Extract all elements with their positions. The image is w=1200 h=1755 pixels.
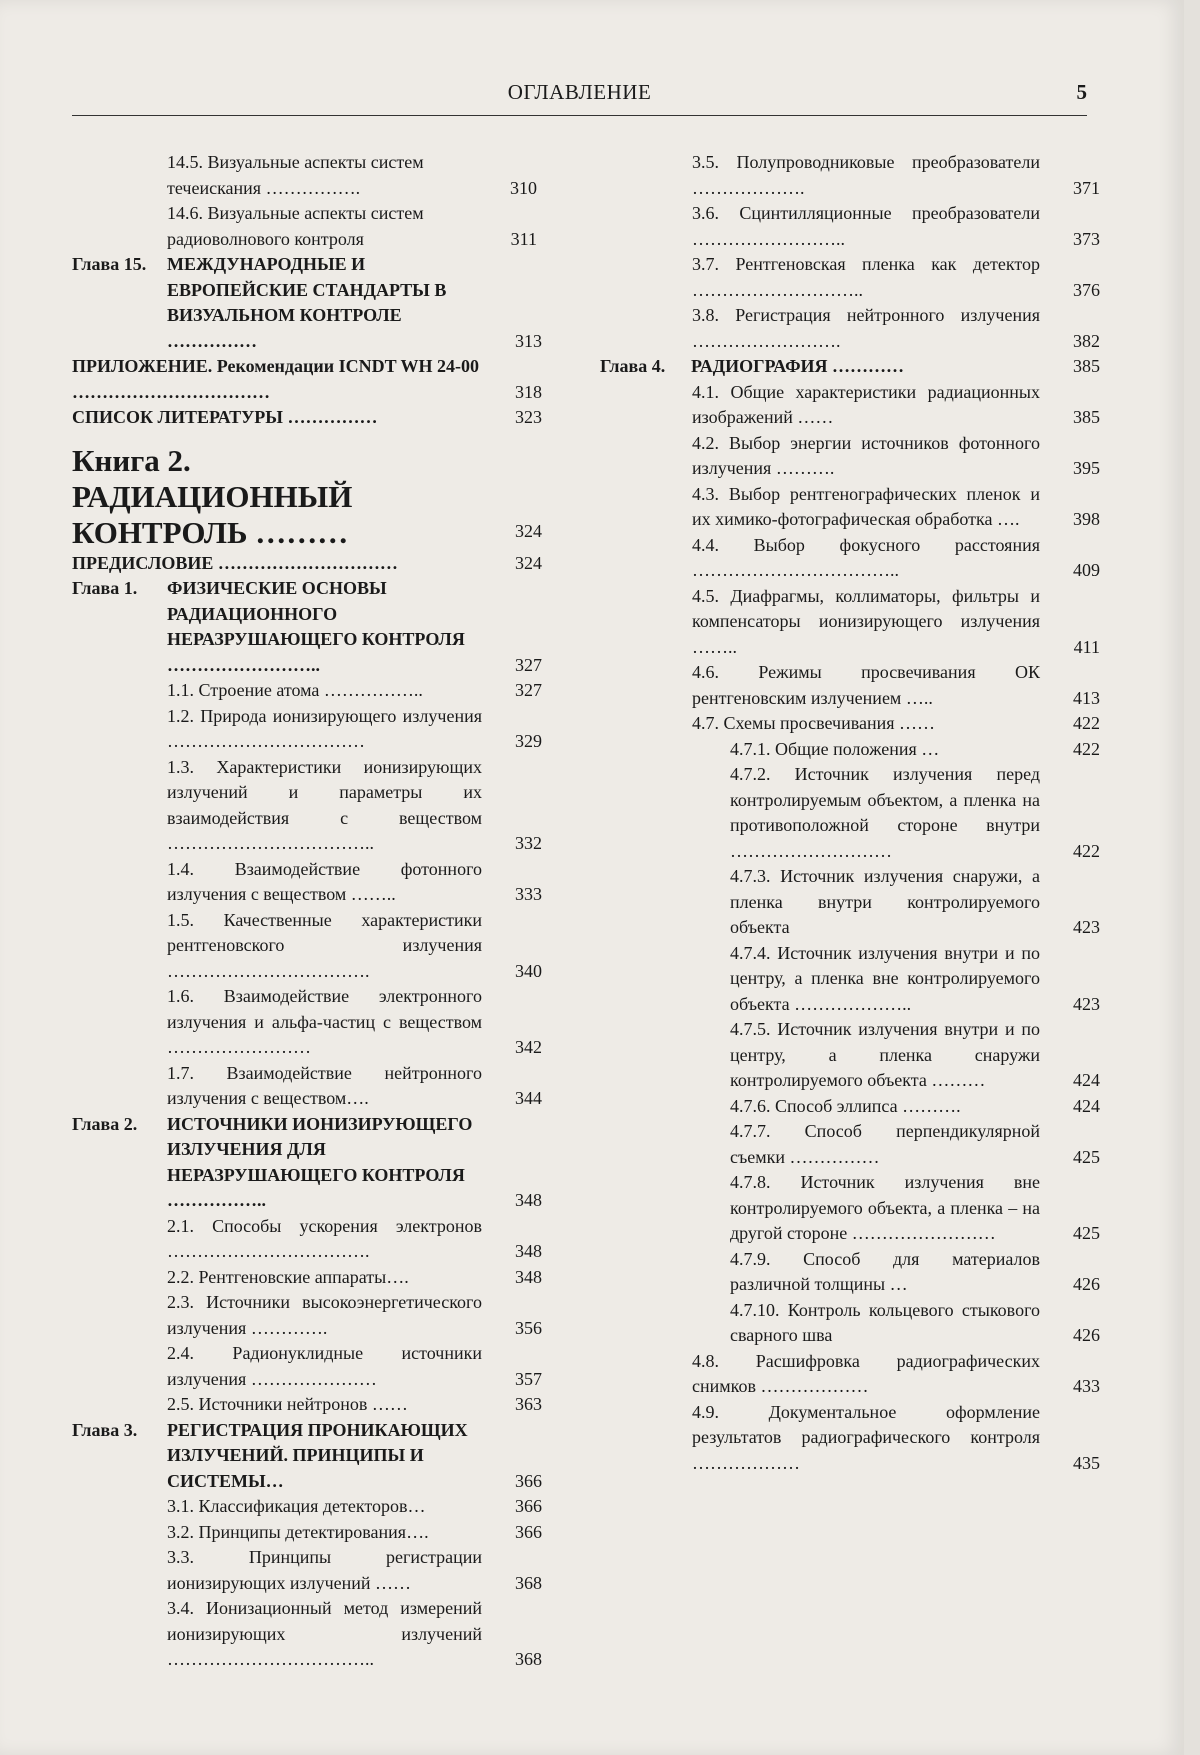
toc-entry-page: 344 [515, 1088, 542, 1108]
toc-entry-page: 398 [1073, 509, 1100, 529]
toc-entry-page: 423 [1073, 917, 1100, 937]
toc-entry [692, 660, 1100, 711]
toc-entry-page: 409 [1073, 560, 1100, 580]
toc-chapter-entry [72, 576, 542, 678]
chapter-label: Глава 1. [72, 578, 138, 598]
toc-entry-page: 332 [515, 833, 542, 853]
chapter-title: РЕГИСТРАЦИЯ ПРОНИКАЮЩИХ ИЗЛУЧЕНИЙ. ПРИНЦИПЫ И СИСТЕМЫ… [167, 1419, 468, 1491]
toc-entry-page: 395 [1073, 458, 1100, 478]
toc-entry-text: 4.7.4. Источник излучения внутри и по центру, а пленка вне контролируемого объекта ……………….. [730, 942, 1040, 1014]
book-heading [72, 443, 542, 551]
toc-entry-page: 348 [515, 1266, 542, 1287]
toc-entry [167, 857, 542, 908]
toc-entry-text: 4.7.9. Способ для материалов различной толщины … [730, 1248, 1040, 1294]
toc-entry-text: 3.4. Ионизационный метод измерений ионизирующих излучений …………………………….. [167, 1598, 482, 1669]
toc-entry-page: 327 [515, 654, 542, 675]
chapter-label: Глава 4. [600, 356, 666, 376]
toc-entry-text: 3.1. Классификация детекторов… [167, 1496, 426, 1516]
toc-entry-page: 323 [515, 407, 542, 427]
toc-entry [730, 1298, 1100, 1349]
toc-entry [730, 737, 1100, 763]
toc-entry [730, 1247, 1100, 1298]
toc-entry-text: 4.7. Схемы просвечивания …… [692, 713, 936, 733]
book-title: Книга 2. РАДИАЦИОННЫЙ КОНТРОЛЬ ……… [72, 442, 353, 550]
toc-entry [692, 482, 1100, 533]
toc-entry-page: 425 [1073, 1146, 1100, 1167]
chapter-label: Глава 3. [72, 1419, 138, 1440]
toc-entry [167, 1545, 542, 1596]
chapter-title: ФИЗИЧЕСКИЕ ОСНОВЫ РАДИАЦИОННОГО НЕРАЗРУШАЮЩЕГО КОНТРОЛЯ …………………….. [167, 578, 465, 675]
toc-entry-page: 424 [1073, 1070, 1100, 1090]
toc-entry-page: 433 [1073, 1376, 1100, 1396]
toc-entry-page: 424 [1073, 1095, 1100, 1116]
toc-entry-text: 3.3. Принципы регистрации ионизирующих излучений …… [167, 1547, 482, 1593]
header-title: ОГЛАВЛЕНИЕ [507, 80, 652, 104]
toc-entry-page: 385 [1073, 407, 1100, 427]
toc-entry-text: 4.7.5. Источник излучения внутри и по центру, а пленка снаружи контролируемого объекта ……… [730, 1019, 1040, 1090]
toc-entry [72, 354, 542, 405]
toc-entry [167, 1392, 542, 1418]
toc-entry-text: 14.5. Визуальные аспекты систем течеискания ……………. [167, 152, 424, 198]
toc-entry [167, 1596, 542, 1673]
toc-entry-page: 342 [515, 1037, 542, 1057]
toc-entry-page: 366 [515, 1470, 542, 1491]
toc-entry [730, 1017, 1100, 1094]
toc-entry-text: 4.7.10. Контроль кольцевого стыкового сварного шва [730, 1299, 1040, 1345]
toc-entry-page: 311 [510, 228, 537, 249]
toc-entry-text: 3.5. Полупроводниковые преобразователи ………………. [692, 152, 1040, 198]
toc-entry-text: 2.4. Радионуклидные источники излучения ………………… [167, 1343, 482, 1389]
toc-chapter-entry [600, 354, 1100, 380]
toc-entry-page: 426 [1073, 1274, 1100, 1294]
toc-entry-text: 4.7.1. Общие положения … [730, 738, 940, 759]
toc-entry-page: 435 [1073, 1452, 1100, 1473]
toc-entry-text: 1.6. Взаимодействие электронного излучения и альфа-частиц с веществом …………………… [167, 986, 482, 1057]
toc-entry [730, 1170, 1100, 1247]
toc-entry-text: ПРЕДИСЛОВИЕ ………………………… [72, 552, 398, 573]
toc-entry-text: 4.3. Выбор рентгенографических пленок и их химико-фотографическая обработка …. [692, 483, 1040, 529]
toc-entry-text: СПИСОК ЛИТЕРАТУРЫ …………… [72, 407, 378, 427]
toc-entry-text: 1.7. Взаимодействие нейтронного излучения с веществом…. [167, 1062, 482, 1108]
toc-entry-page: 324 [515, 552, 542, 573]
toc-entry-page: 422 [1073, 713, 1100, 733]
toc-entry [692, 201, 1100, 252]
toc-entry-text: 14.6. Визуальные аспекты систем радиоволнового контроля [167, 203, 424, 249]
toc-entry-text: 1.2. Природа ионизирующего излучения …………………………… [167, 705, 482, 751]
toc-entry-page: 413 [1073, 687, 1100, 708]
toc-entry-text: 4.7.2. Источник излучения перед контролируемым объектом, а пленка на противоположной стороне внутри ……………………… [730, 764, 1040, 861]
toc-entry [72, 405, 542, 431]
toc-entry-page: 422 [1073, 738, 1100, 759]
toc-entry [730, 762, 1100, 864]
toc-entry [167, 678, 542, 704]
toc-entry-page: 376 [1073, 279, 1100, 300]
toc-entry-page: 426 [1073, 1325, 1100, 1345]
page-number: 5 [1076, 80, 1087, 104]
toc-entry [730, 1094, 1100, 1120]
toc-entry [692, 533, 1100, 584]
toc-entry-text: 3.8. Регистрация нейтронного излучения ……………………. [692, 305, 1040, 351]
toc-entry [692, 252, 1100, 303]
toc-entry-page: 329 [515, 731, 542, 751]
toc-entry-page: 313 [515, 330, 542, 351]
toc-entry-page: 373 [1073, 228, 1100, 249]
toc-entry [167, 150, 537, 201]
toc-entry-text: 4.7.3. Источник излучения снаружи, а пленка внутри контролируемого объекта [730, 866, 1040, 937]
toc-entry [692, 1349, 1100, 1400]
toc-entry [692, 303, 1100, 354]
toc-entry [730, 1119, 1100, 1170]
toc-entry [730, 941, 1100, 1018]
toc-entry-page: 382 [1073, 330, 1100, 351]
toc-entry-page: 425 [1073, 1223, 1100, 1243]
toc-entry-page: 366 [515, 1496, 542, 1516]
toc-entry-text: ПРИЛОЖЕНИЕ. Рекомендации ICNDT WH 24-00 …………………………… [72, 356, 480, 402]
toc-entry-page: 310 [510, 177, 537, 198]
toc-entry-text: 2.1. Способы ускорения электронов ……………………………. [167, 1215, 482, 1261]
toc-entry-page: 327 [515, 680, 542, 700]
toc-entry-text: 3.7. Рентгеновская пленка как детектор ……………………….. [692, 254, 1040, 300]
toc-entry-page: 348 [515, 1241, 542, 1261]
toc-entry-text: 1.1. Строение атома …………….. [167, 680, 423, 700]
toc-entry [692, 1400, 1100, 1477]
chapter-title: РАДИОГРАФИЯ ………… [691, 356, 905, 376]
toc-entry-page: 357 [515, 1368, 542, 1389]
toc-entry [167, 1494, 542, 1520]
toc-entry [730, 864, 1100, 941]
toc-entry-text: 4.8. Расшифровка радиографических снимков ……………… [692, 1350, 1040, 1396]
chapter-title: ИСТОЧНИКИ ИОНИЗИРУЮЩЕГО ИЗЛУЧЕНИЯ ДЛЯ НЕРАЗРУШАЮЩЕГО КОНТРОЛЯ …………….. [167, 1113, 473, 1210]
toc-entry-page: 366 [515, 1521, 542, 1542]
toc-entry-page: 333 [515, 884, 542, 904]
toc-entry-text: 2.5. Источники нейтронов …… [167, 1394, 408, 1414]
toc-entry-page: 385 [1073, 356, 1100, 376]
toc-chapter-entry [72, 1418, 542, 1495]
toc-entry [167, 1214, 542, 1265]
toc-entry-text: 3.6. Сцинтилляционные преобразователи …………………….. [692, 203, 1040, 249]
toc-entry-page: 411 [1073, 636, 1100, 657]
toc-entry [692, 380, 1100, 431]
header-rule [72, 115, 1087, 116]
toc-entry-text: 4.7.8. Источник излучения вне контролируемого объекта, а пленка – на другой стороне …………………… [730, 1172, 1040, 1243]
toc-entry [167, 908, 542, 985]
toc-entry-page: 318 [515, 381, 542, 402]
running-header [72, 80, 1087, 110]
toc-entry-page: 363 [515, 1394, 542, 1414]
toc-entry-text: 4.5. Диафрагмы, коллиматоры, фильтры и компенсаторы ионизирующего излучения …….. [692, 585, 1040, 657]
toc-entry [692, 431, 1100, 482]
chapter-label: Глава 2. [72, 1113, 138, 1134]
toc-entry [167, 704, 542, 755]
toc-entry [167, 1341, 542, 1392]
toc-entry-page: 356 [515, 1317, 542, 1338]
toc-entry-page: 422 [1073, 840, 1100, 861]
toc-entry-text: 4.1. Общие характеристики радиационных изображений …… [692, 381, 1040, 427]
toc-column-right [600, 150, 1100, 1476]
toc-entry-page: 371 [1073, 177, 1100, 198]
chapter-label: Глава 15. [72, 254, 147, 274]
toc-entry-page: 340 [515, 960, 542, 981]
toc-entry-page: 368 [515, 1572, 542, 1593]
toc-entry-text: 4.7.6. Способ эллипса ………. [730, 1095, 961, 1116]
toc-entry-text: 4.7.7. Способ перпендикулярной съемки …………… [730, 1121, 1040, 1167]
toc-entry [692, 150, 1100, 201]
toc-entry-text: 2.3. Источники высокоэнергетического излучения …………. [167, 1292, 482, 1338]
toc-entry-text: 3.2. Принципы детектирования…. [167, 1521, 429, 1542]
toc-entry [692, 711, 1100, 737]
toc-chapter-entry [72, 252, 542, 354]
toc-entry-text: 1.5. Качественные характеристики рентгеновского излучения ……………………………. [167, 909, 482, 981]
toc-entry-page: 324 [515, 520, 542, 541]
toc-column-left [72, 150, 542, 1673]
toc-entry [167, 1520, 542, 1546]
chapter-title: МЕЖДУНАРОДНЫЕ И ЕВРОПЕЙСКИЕ СТАНДАРТЫ В ВИЗУАЛЬНОМ КОНТРОЛЕ …………… [167, 254, 447, 351]
toc-entry [167, 984, 542, 1061]
toc-entry-text: 1.3. Характеристики ионизирующих излучений и параметры их взаимодействия с веществом …………………………….. [167, 756, 482, 853]
toc-entry-text: 4.9. Документальное оформление результатов радиографического контроля ……………… [692, 1401, 1040, 1473]
toc-entry [72, 551, 542, 577]
toc-entry-text: 4.4. Выбор фокусного расстояния …………………………….. [692, 534, 1040, 580]
toc-entry [167, 201, 537, 252]
toc-entry [692, 584, 1100, 661]
toc-entry-text: 4.2. Выбор энергии источников фотонного излучения ………. [692, 432, 1040, 478]
toc-entry-text: 1.4. Взаимодействие фотонного излучения с веществом …….. [167, 858, 482, 904]
toc-entry-page: 423 [1073, 993, 1100, 1014]
toc-entry-page: 368 [515, 1649, 542, 1669]
toc-chapter-entry [72, 1112, 542, 1214]
toc-entry [167, 1265, 542, 1291]
toc-entry [167, 755, 542, 857]
toc-entry-text: 2.2. Рентгеновские аппараты…. [167, 1266, 409, 1287]
toc-entry-text: 4.6. Режимы просвечивания ОК рентгеновским излучением ….. [692, 662, 1040, 708]
toc-entry-page: 348 [515, 1190, 542, 1210]
toc-entry [167, 1290, 542, 1341]
toc-entry [167, 1061, 542, 1112]
